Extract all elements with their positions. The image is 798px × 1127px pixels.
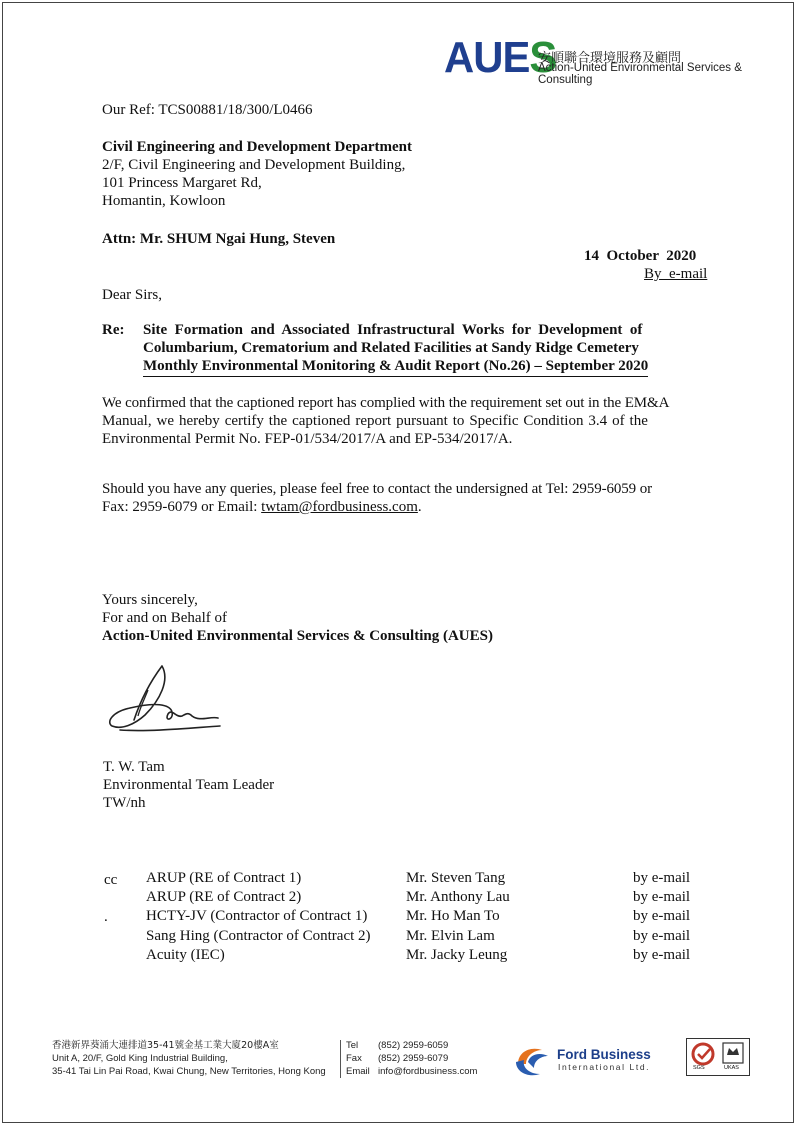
body-paragraph-2-line-1: Should you have any queries, please feel free to contact the undersigned at Tel: 2959-6059 or: [102, 481, 653, 497]
footer-tel-label: Tel: [346, 1040, 359, 1051]
footer-fax: (852) 2959-6079: [378, 1053, 449, 1064]
subject-line-2: Columbarium, Crematorium and Related Facilities at Sandy Ridge Cemetery: [143, 340, 639, 356]
recipient-organization: Civil Engineering and Development Department: [102, 139, 412, 155]
cc-person: Mr. Steven Tang: [406, 870, 506, 886]
closing: Yours sincerely,: [102, 592, 198, 608]
cc-organization: ARUP (RE of Contract 1): [146, 870, 302, 886]
email-link[interactable]: twtam@fordbusiness.com: [261, 499, 418, 515]
cc-method: by e-mail: [633, 889, 691, 905]
ford-business-name: Ford Business: [557, 1047, 651, 1062]
footer-email-label: Email: [346, 1066, 370, 1077]
cc-label: cc: [104, 872, 118, 888]
salutation: Dear Sirs,: [102, 287, 162, 303]
footer-fax-label: Fax: [346, 1053, 362, 1064]
body-paragraph-1-line-3: Environmental Permit No. FEP-01/534/2017/A and EP-534/2017/A.: [102, 431, 513, 447]
address-line-1: 2/F, Civil Engineering and Development Building,: [102, 157, 406, 173]
delivery-method: By e-mail: [644, 266, 708, 282]
footer-address-line-1: Unit A, 20/F, Gold King Industrial Building,: [52, 1053, 228, 1064]
ukas-crown-icon: [721, 1041, 745, 1065]
cc-organization: Sang Hing (Contractor of Contract 2): [146, 928, 371, 944]
ford-business-logo-icon: [512, 1042, 554, 1078]
signer-title: Environmental Team Leader: [103, 777, 275, 793]
signer-name: T. W. Tam: [103, 759, 165, 775]
re-label: Re:: [102, 322, 125, 338]
body-paragraph-1-line-2: Manual, we hereby certify the captioned report pursuant to Specific Condition 3.4 of the: [102, 413, 648, 429]
ford-business-subtitle: International Ltd.: [558, 1062, 651, 1072]
footer-address-chinese: 香港新界葵涌大連排道35-41號金基工業大廈20樓A室: [52, 1040, 279, 1051]
cc-method: by e-mail: [633, 928, 691, 944]
letter-date: 14 October 2020: [584, 248, 697, 264]
address-line-2: 101 Princess Margaret Rd,: [102, 175, 262, 191]
cc-person: Mr. Elvin Lam: [406, 928, 495, 944]
body-paragraph-1-line-1: We confirmed that the captioned report has complied with the requirement set out in the EM&A: [102, 395, 670, 411]
cc-method: by e-mail: [633, 947, 691, 963]
cc-organization: ARUP (RE of Contract 2): [146, 889, 302, 905]
certification-badges: [686, 1038, 750, 1076]
footer-divider: [340, 1040, 341, 1078]
ukas-label: UKAS: [724, 1065, 739, 1071]
footer-email[interactable]: info@fordbusiness.com: [378, 1066, 478, 1077]
cc-method: by e-mail: [633, 908, 691, 924]
footer-address-line-2: 35-41 Tai Lin Pai Road, Kwai Chung, New Territories, Hong Kong: [52, 1066, 326, 1077]
handwritten-signature: [100, 660, 230, 740]
on-behalf-line: For and on Behalf of: [102, 610, 227, 626]
footer-tel: (852) 2959-6059: [378, 1040, 449, 1051]
subject-line-1: Site Formation and Associated Infrastructural Works for Development of: [143, 322, 643, 338]
reference-initials: TW/nh: [103, 795, 146, 811]
cc-organization: Acuity (IEC): [146, 947, 225, 963]
contact-suffix: .: [417, 499, 422, 515]
sgs-mark-icon: [690, 1042, 718, 1066]
cc-person: Mr. Ho Man To: [406, 908, 500, 924]
cc-person: Mr. Anthony Lau: [406, 889, 510, 905]
aues-logo: AUES: [444, 33, 557, 82]
company-name: Action-United Environmental Services & Consulting (AUES): [102, 628, 493, 644]
contact-prefix: Fax: 2959-6079 or Email:: [102, 499, 262, 515]
cc-person: Mr. Jacky Leung: [406, 947, 508, 963]
cc-dot: .: [104, 909, 108, 925]
attention-line: Attn: Mr. SHUM Ngai Hung, Steven: [102, 231, 336, 247]
logo-english-name: Action-United Environmental Services & Consulting: [538, 62, 742, 86]
body-paragraph-2-line-2: [102, 498, 422, 516]
cc-organization: HCTY-JV (Contractor of Contract 1): [146, 908, 368, 924]
logo-chinese-name: 安順聯合環境服務及顧問: [538, 51, 682, 66]
address-line-3: Homantin, Kowloon: [102, 193, 226, 209]
subject-line-3: Monthly Environmental Monitoring & Audit Report (No.26) – September 2020: [143, 357, 648, 377]
sgs-label: SGS: [693, 1065, 705, 1071]
cc-method: by e-mail: [633, 870, 691, 886]
our-reference: Our Ref: TCS00881/18/300/L0466: [102, 102, 313, 118]
